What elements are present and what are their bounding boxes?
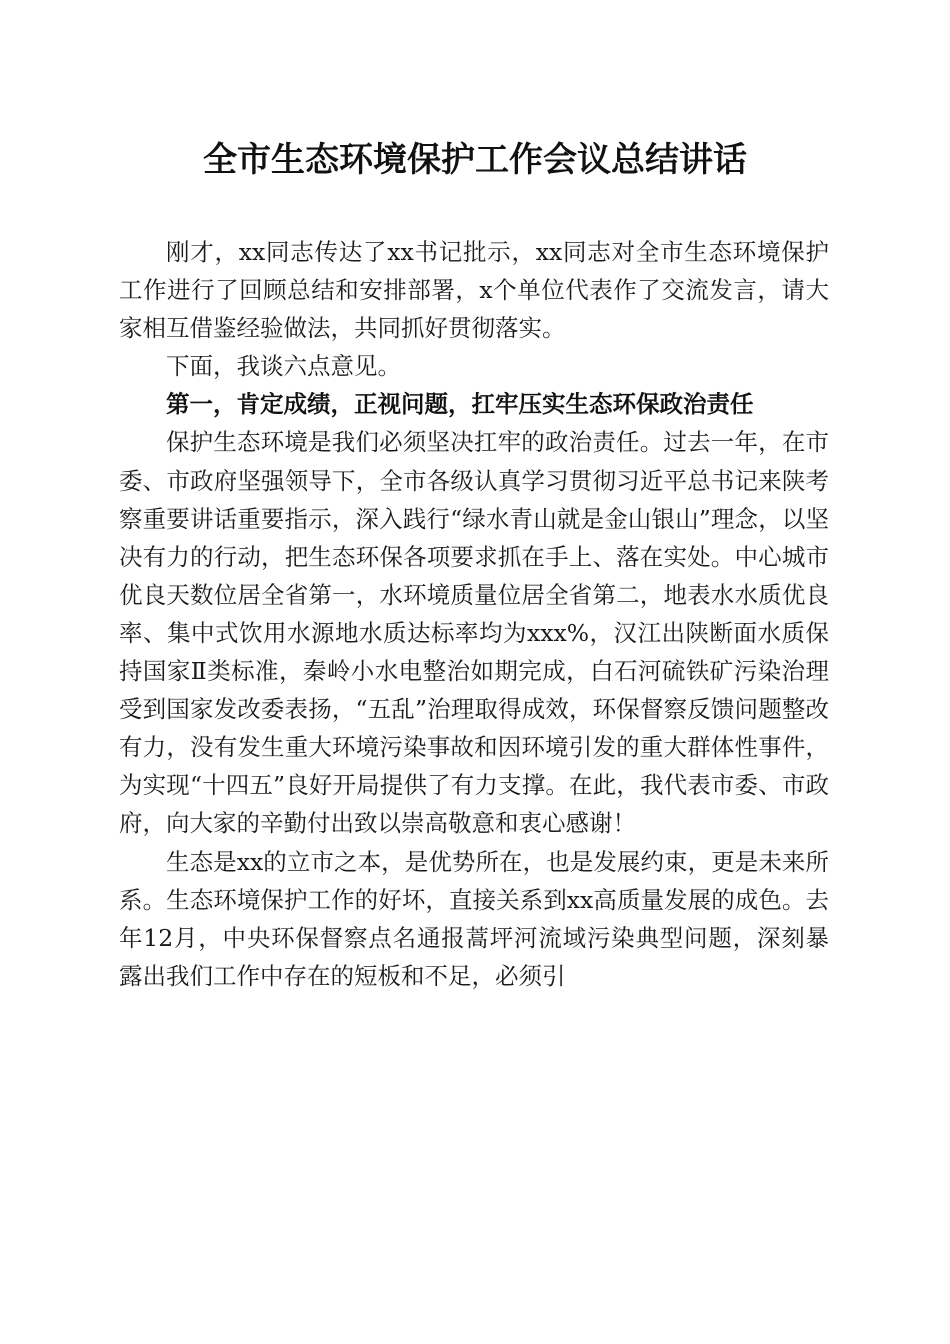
paragraph-achievements: 保护生态环境是我们必须坚决扛牢的政治责任。过去一年，在市委、市政府坚强领导下，全市各级认真学习贯彻习近平总书记来陕考察重要讲话重要指示，深入践行“绿水青山就是金山银山”理念，以坚决有力的行动，把生态环保各项要求抓在手上、落在实处。中心城市优良天数位居全省第一，水环境质量位居全省第二，地表水水质优良率、集中式饮用水源地水质达标率均为xxx%，汉江出陕断面水质保持国家Ⅱ类标准，秦岭小水电整治如期完成，白石河硫铁矿污染治理受到国家发改委表扬，“五乱”治理取得成效，环保督察反馈问题整改有力，没有发生重大环境污染事故和因环境引发的重大群体性事件，为实现“十四五”良好开局提供了有力支撑。在此，我代表市委、市政府，向大家的辛勤付出致以崇高敬意和衷心感谢！ — [119, 428, 829, 838]
section-heading: 第一，肯定成绩，正视问题，扛牢压实生态环保政治责任 — [166, 390, 754, 419]
document-body — [119, 233, 829, 995]
document-title: 全市生态环境保护工作会议总结讲话 — [203, 140, 747, 180]
paragraph-intro: 下面，我谈六点意见。 — [166, 352, 401, 381]
paragraph-opening: 刚才，xx同志传达了xx书记批示，xx同志对全市生态环境保护工作进行了回顾总结和安排部署，x个单位代表作了交流发言，请大家相互借鉴经验做法，共同抓好贯彻落实。 — [119, 238, 829, 343]
paragraph-ecology: 生态是xx的立市之本，是优势所在，也是发展约束，更是未来所系。生态环境保护工作的好坏，直接关系到xx高质量发展的成色。去年12月，中央环保督察点名通报蒿坪河流域污染典型问题，深刻暴露出我们工作中存在的短板和不足，必须引 — [119, 847, 829, 990]
